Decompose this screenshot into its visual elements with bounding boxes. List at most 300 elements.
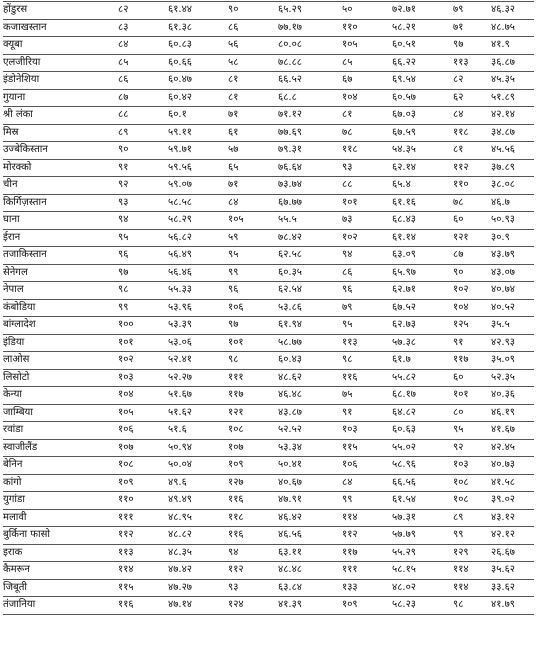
value-cell: ६२.१४: [392, 159, 453, 177]
value-cell: ३४.८७: [491, 124, 534, 142]
value-cell: ८७: [453, 247, 491, 265]
value-cell: ५३.८६: [278, 299, 342, 317]
value-cell: ६६.२२: [392, 54, 453, 72]
value-cell: ११५: [118, 579, 168, 597]
value-cell: ५९.११: [168, 124, 228, 142]
value-cell: ५३.९६: [168, 299, 228, 317]
value-cell: १०९: [342, 597, 392, 615]
value-cell: ४१.५८: [491, 474, 534, 492]
value-cell: ९५: [228, 247, 278, 265]
country-name-cell: सेनेगल: [3, 264, 118, 282]
country-name-cell: किर्गिज़स्तान: [3, 194, 118, 212]
table-row: [3, 124, 534, 142]
value-cell: ६२.५८: [278, 247, 342, 265]
value-cell: ११३: [342, 334, 392, 352]
value-cell: ६१.४४: [168, 2, 228, 20]
value-cell: ६२.७३: [392, 317, 453, 335]
value-cell: ६५.२९: [278, 2, 342, 20]
table-row: [3, 107, 534, 125]
table-row: [3, 474, 534, 492]
country-name-cell: क्यूबा: [3, 37, 118, 55]
value-cell: ८६: [342, 264, 392, 282]
value-cell: ४७.२७: [168, 579, 228, 597]
ranking-table: [3, 1, 534, 615]
value-cell: ७८: [453, 194, 491, 212]
value-cell: ६४.८२: [392, 404, 453, 422]
country-name-cell: कजाखस्तान: [3, 19, 118, 37]
value-cell: ७१: [453, 19, 491, 37]
value-cell: ६८.४३: [392, 212, 453, 230]
value-cell: ४८.९५: [168, 509, 228, 527]
value-cell: ९६: [118, 247, 168, 265]
value-cell: १०८: [453, 474, 491, 492]
value-cell: ४६.५६: [278, 527, 342, 545]
value-cell: ९८: [342, 352, 392, 370]
value-cell: ४०.६७: [278, 474, 342, 492]
value-cell: ११२: [228, 562, 278, 580]
value-cell: ४६.३२: [491, 2, 534, 20]
value-cell: ५८.१५: [392, 562, 453, 580]
value-cell: १११: [342, 562, 392, 580]
value-cell: ९३: [228, 579, 278, 597]
country-name-cell: जिबूती: [3, 579, 118, 597]
value-cell: १०८: [453, 492, 491, 510]
value-cell: ७१.१२: [278, 107, 342, 125]
country-name-cell: कंबोडिया: [3, 299, 118, 317]
value-cell: १०२: [342, 229, 392, 247]
value-cell: ६२.७१: [392, 282, 453, 300]
value-cell: ७३.७४: [278, 177, 342, 195]
value-cell: ८१: [228, 72, 278, 90]
value-cell: ५१.६७: [168, 387, 228, 405]
country-name-cell: मलावी: [3, 509, 118, 527]
value-cell: ९७: [228, 317, 278, 335]
value-cell: ९५: [118, 229, 168, 247]
country-name-cell: केन्या: [3, 387, 118, 405]
value-cell: ३६.८७: [491, 54, 534, 72]
value-cell: ६७.७७: [278, 194, 342, 212]
value-cell: ५२.२७: [168, 369, 228, 387]
value-cell: ४३.८७: [278, 404, 342, 422]
country-name-cell: उज्बेकिस्तान: [3, 142, 118, 160]
value-cell: ५१.६२: [168, 404, 228, 422]
value-cell: ५९.०७: [168, 177, 228, 195]
value-cell: ५६.४६: [168, 264, 228, 282]
table-row: [3, 54, 534, 72]
value-cell: ५८.२३: [392, 597, 453, 615]
value-cell: ६०: [453, 212, 491, 230]
table-row: [3, 562, 534, 580]
value-cell: ८९: [453, 509, 491, 527]
country-name-cell: चीन: [3, 177, 118, 195]
value-cell: १०७: [228, 439, 278, 457]
value-cell: ५६.८२: [168, 229, 228, 247]
value-cell: ५३.३९: [168, 317, 228, 335]
value-cell: ४८.८२: [168, 527, 228, 545]
country-name-cell: गुयाना: [3, 89, 118, 107]
value-cell: ७६.६४: [278, 159, 342, 177]
table-body: [3, 2, 534, 615]
value-cell: ९१: [453, 334, 491, 352]
table-row: [3, 194, 534, 212]
value-cell: १०४: [453, 299, 491, 317]
value-cell: १२१: [453, 229, 491, 247]
value-cell: ८८: [342, 177, 392, 195]
value-cell: ५९.७१: [168, 142, 228, 160]
value-cell: १३३: [342, 579, 392, 597]
value-cell: ४८.३५: [168, 544, 228, 562]
value-cell: ११४: [453, 579, 491, 597]
table-row: [3, 404, 534, 422]
value-cell: ८५: [118, 54, 168, 72]
value-cell: ९१: [118, 159, 168, 177]
value-cell: ६७: [342, 72, 392, 90]
value-cell: ५०: [342, 2, 392, 20]
table-row: [3, 247, 534, 265]
value-cell: १०३: [342, 422, 392, 440]
value-cell: ९६: [228, 282, 278, 300]
value-cell: ५७.३८: [392, 334, 453, 352]
value-cell: ४९.६: [168, 474, 228, 492]
country-name-cell: मिस्र: [3, 124, 118, 142]
table-row: [3, 159, 534, 177]
value-cell: १०६: [342, 457, 392, 475]
country-name-cell: रवांडा: [3, 422, 118, 440]
value-cell: ८३: [118, 19, 168, 37]
value-cell: ५८.९६: [392, 457, 453, 475]
value-cell: ५५.२९: [392, 544, 453, 562]
value-cell: ६५: [228, 159, 278, 177]
value-cell: ८८: [118, 107, 168, 125]
value-cell: ८४: [228, 194, 278, 212]
value-cell: ९९: [118, 299, 168, 317]
country-name-cell: लिसोटो: [3, 369, 118, 387]
value-cell: ६०.४२: [168, 89, 228, 107]
value-cell: ६१.७: [392, 352, 453, 370]
table-row: [3, 212, 534, 230]
table-row: [3, 37, 534, 55]
value-cell: ५८.५८: [168, 194, 228, 212]
value-cell: १२५: [453, 317, 491, 335]
value-cell: ९३: [342, 159, 392, 177]
value-cell: ९९: [342, 492, 392, 510]
value-cell: ४१.३९: [278, 597, 342, 615]
value-cell: ५४.३५: [392, 142, 453, 160]
country-name-cell: स्वाजीलैंड: [3, 439, 118, 457]
value-cell: ८७: [118, 89, 168, 107]
value-cell: १०४: [118, 387, 168, 405]
value-cell: ९८: [118, 282, 168, 300]
value-cell: ५८: [228, 54, 278, 72]
value-cell: १११: [118, 509, 168, 527]
value-cell: ५८.७७: [278, 334, 342, 352]
value-cell: ६०.४७: [168, 72, 228, 90]
country-name-cell: इंडोनेशिया: [3, 72, 118, 90]
value-cell: ५२.३५: [491, 369, 534, 387]
table-row: [3, 334, 534, 352]
country-name-cell: होंडुरस: [3, 2, 118, 20]
value-cell: ७१: [228, 177, 278, 195]
value-cell: १०६: [228, 299, 278, 317]
value-cell: १०४: [342, 89, 392, 107]
value-cell: १२९: [453, 544, 491, 562]
value-cell: ९७: [453, 37, 491, 55]
value-cell: ४९.४९: [168, 492, 228, 510]
value-cell: ४१.७९: [491, 597, 534, 615]
value-cell: ४०.३६: [491, 387, 534, 405]
value-cell: ५९.५६: [168, 159, 228, 177]
value-cell: ११४: [342, 509, 392, 527]
value-cell: ४८.४८: [278, 562, 342, 580]
table-row: [3, 544, 534, 562]
value-cell: ५८.२९: [168, 212, 228, 230]
value-cell: ११७: [453, 352, 491, 370]
value-cell: ६७.५९: [392, 124, 453, 142]
value-cell: ११४: [118, 562, 168, 580]
value-cell: ८४: [118, 37, 168, 55]
value-cell: ११६: [228, 527, 278, 545]
value-cell: ११६: [118, 597, 168, 615]
value-cell: ४८.०२: [392, 579, 453, 597]
value-cell: ६८.८: [278, 89, 342, 107]
value-cell: ४२.४५: [491, 439, 534, 457]
value-cell: ११७: [228, 387, 278, 405]
value-cell: ३३.६२: [491, 579, 534, 597]
table-row: [3, 527, 534, 545]
value-cell: १०१: [118, 334, 168, 352]
value-cell: ६०.५१: [392, 37, 453, 55]
value-cell: ४६.१९: [491, 404, 534, 422]
value-cell: ७२.७१: [392, 2, 453, 20]
value-cell: १०६: [118, 422, 168, 440]
value-cell: २६.६७: [491, 544, 534, 562]
value-cell: १२७: [228, 474, 278, 492]
country-name-cell: युगांडा: [3, 492, 118, 510]
value-cell: ६७.५२: [392, 299, 453, 317]
country-name-cell: कांगो: [3, 474, 118, 492]
value-cell: ८६: [118, 72, 168, 90]
table-row: [3, 282, 534, 300]
value-cell: ८१: [342, 107, 392, 125]
country-name-cell: बुर्किना फासो: [3, 527, 118, 545]
value-cell: ४८.६२: [278, 369, 342, 387]
value-cell: ९४: [118, 212, 168, 230]
value-cell: ३८.०८: [491, 177, 534, 195]
value-cell: ८२: [453, 72, 491, 90]
value-cell: ६१.३८: [168, 19, 228, 37]
value-cell: ९९: [453, 527, 491, 545]
value-cell: १००: [118, 317, 168, 335]
value-cell: ८०.०८: [278, 37, 342, 55]
value-cell: ८२: [118, 2, 168, 20]
value-cell: ५२.४१: [168, 352, 228, 370]
country-name-cell: तंजानिया: [3, 597, 118, 615]
table-row: [3, 387, 534, 405]
value-cell: ५१.६: [168, 422, 228, 440]
value-cell: ३५.०९: [491, 352, 534, 370]
value-cell: ९०: [453, 264, 491, 282]
value-cell: ८४: [342, 474, 392, 492]
value-cell: १०९: [228, 457, 278, 475]
country-name-cell: कैमरून: [3, 562, 118, 580]
value-cell: ९५: [342, 317, 392, 335]
value-cell: ४२.१४: [491, 107, 534, 125]
value-cell: ५२.५२: [278, 422, 342, 440]
value-cell: ७७.६९: [278, 124, 342, 142]
value-cell: ११२: [342, 527, 392, 545]
value-cell: ६३.११: [278, 544, 342, 562]
value-cell: ११२: [118, 527, 168, 545]
value-cell: ११६: [342, 369, 392, 387]
country-name-cell: बांग्लादेश: [3, 317, 118, 335]
value-cell: ७९: [342, 299, 392, 317]
value-cell: ३०.९: [491, 229, 534, 247]
value-cell: ३७.८९: [491, 159, 534, 177]
value-cell: ११३: [453, 54, 491, 72]
value-cell: ६०: [453, 369, 491, 387]
value-cell: १०८: [228, 422, 278, 440]
table-row: [3, 579, 534, 597]
value-cell: ८४: [453, 107, 491, 125]
table-row: [3, 439, 534, 457]
value-cell: ११०: [342, 19, 392, 37]
value-cell: ११३: [118, 544, 168, 562]
value-cell: ९२: [453, 439, 491, 457]
value-cell: ४१.६७: [491, 422, 534, 440]
country-name-cell: इराक: [3, 544, 118, 562]
value-cell: १०३: [453, 457, 491, 475]
table-row: [3, 352, 534, 370]
value-cell: ६२: [453, 89, 491, 107]
table-row: [3, 597, 534, 615]
value-cell: १०१: [228, 334, 278, 352]
value-cell: ४२.१२: [491, 527, 534, 545]
value-cell: १०७: [118, 439, 168, 457]
value-cell: ९८: [228, 352, 278, 370]
value-cell: ५७.७९: [392, 527, 453, 545]
value-cell: ९७: [118, 264, 168, 282]
table-row: [3, 264, 534, 282]
value-cell: १२१: [228, 404, 278, 422]
value-cell: ७९: [453, 2, 491, 20]
country-name-cell: तजाकिस्तान: [3, 247, 118, 265]
value-cell: ६६.५२: [278, 72, 342, 90]
table-row: [3, 2, 534, 20]
value-cell: ८५: [342, 54, 392, 72]
country-name-cell: एलजीरिया: [3, 54, 118, 72]
value-cell: १११: [228, 369, 278, 387]
value-cell: ६५.४: [392, 177, 453, 195]
value-cell: ४३.०७: [491, 264, 534, 282]
value-cell: १०३: [118, 369, 168, 387]
table-row: [3, 369, 534, 387]
value-cell: १०५: [118, 404, 168, 422]
value-cell: ११८: [342, 142, 392, 160]
value-cell: ६१.१४: [392, 229, 453, 247]
value-cell: ९०: [228, 2, 278, 20]
value-cell: ५५.५: [278, 212, 342, 230]
country-name-cell: मोरक्को: [3, 159, 118, 177]
value-cell: ४५.५६: [491, 142, 534, 160]
value-cell: ६३.०९: [392, 247, 453, 265]
value-cell: ८९: [118, 124, 168, 142]
value-cell: ५७.३१: [392, 509, 453, 527]
value-cell: १०१: [453, 387, 491, 405]
table-row: [3, 492, 534, 510]
value-cell: १०१: [342, 194, 392, 212]
value-cell: ५९: [228, 229, 278, 247]
value-cell: ९२: [118, 177, 168, 195]
value-cell: ४७.९१: [278, 492, 342, 510]
table-row: [3, 19, 534, 37]
value-cell: ८१: [453, 142, 491, 160]
value-cell: ५५.८२: [392, 369, 453, 387]
value-cell: ६९.५४: [392, 72, 453, 90]
table-row: [3, 229, 534, 247]
value-cell: ७८.४२: [278, 229, 342, 247]
value-cell: ११०: [118, 492, 168, 510]
value-cell: १०९: [118, 474, 168, 492]
value-cell: ७३: [342, 212, 392, 230]
value-cell: १०५: [342, 37, 392, 55]
value-cell: ५८.२१: [392, 19, 453, 37]
value-cell: ५६: [228, 37, 278, 55]
value-cell: ४७.४२: [168, 562, 228, 580]
value-cell: ७८.८८: [278, 54, 342, 72]
value-cell: ८६: [228, 19, 278, 37]
value-cell: ४६.७: [491, 194, 534, 212]
value-cell: ११७: [342, 544, 392, 562]
value-cell: ४६.४२: [278, 509, 342, 527]
country-name-cell: नेपाल: [3, 282, 118, 300]
value-cell: १०२: [453, 282, 491, 300]
value-cell: ११४: [453, 562, 491, 580]
value-cell: १२४: [228, 597, 278, 615]
value-cell: ९६: [342, 282, 392, 300]
value-cell: ४१.९: [491, 37, 534, 55]
value-cell: ५१.८९: [491, 89, 534, 107]
value-cell: ६२.५४: [278, 282, 342, 300]
value-cell: ९५: [453, 422, 491, 440]
table-row: [3, 177, 534, 195]
value-cell: ६१.१६: [392, 194, 453, 212]
value-cell: ११८: [453, 124, 491, 142]
country-name-cell: इंडिया: [3, 334, 118, 352]
value-cell: ११२: [453, 159, 491, 177]
value-cell: ५०.४१: [278, 457, 342, 475]
value-cell: ४२.९३: [491, 334, 534, 352]
value-cell: ६५.९७: [392, 264, 453, 282]
value-cell: ४०.७४: [491, 282, 534, 300]
value-cell: ५७: [228, 142, 278, 160]
value-cell: ३५.५: [491, 317, 534, 335]
value-cell: ४५.३५: [491, 72, 534, 90]
value-cell: ४६.४८: [278, 387, 342, 405]
value-cell: ११०: [453, 177, 491, 195]
value-cell: ३५.६२: [491, 562, 534, 580]
value-cell: ५०.९३: [491, 212, 534, 230]
value-cell: ६०.६६: [168, 54, 228, 72]
value-cell: ९९: [228, 264, 278, 282]
value-cell: ४३.१२: [491, 509, 534, 527]
value-cell: ५५.०२: [392, 439, 453, 457]
value-cell: ५०.०४: [168, 457, 228, 475]
value-cell: ९८: [453, 597, 491, 615]
table-row: [3, 457, 534, 475]
table-row: [3, 299, 534, 317]
value-cell: ४३.७९: [491, 247, 534, 265]
value-cell: १०८: [118, 457, 168, 475]
